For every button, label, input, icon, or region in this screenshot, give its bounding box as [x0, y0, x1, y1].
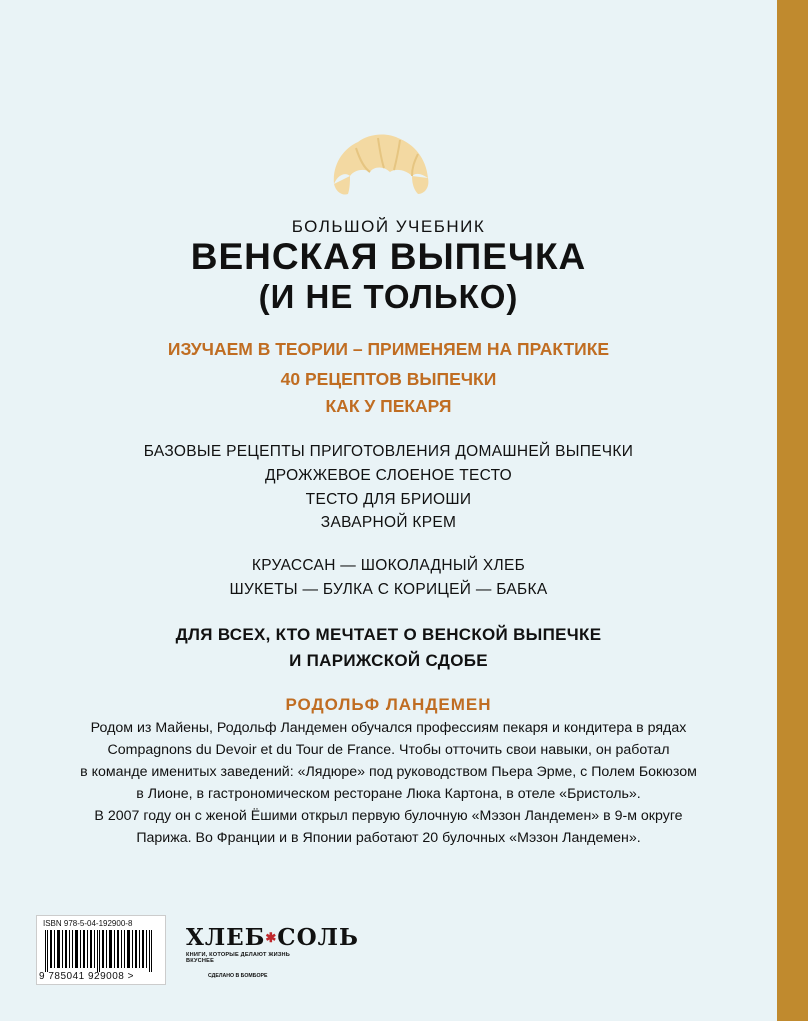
author-bio-line: Compagnons du Devoir et du Tour de France. Чтобы отточить свои навыки, он работал — [107, 742, 670, 758]
claim-line-1: ДЛЯ ВСЕХ, КТО МЕЧТАЕТ О ВЕНСКОЙ ВЫПЕЧКЕ — [175, 625, 602, 644]
product-item: КРУАССАН — ШОКОЛАДНЫЙ ХЛЕБ — [251, 557, 526, 574]
author-name: РОДОЛЬФ ЛАНДЕМЕН — [285, 695, 492, 714]
author-bio-line: В 2007 году он с женой Ёшими открыл первую булочную «Мэзон Ландемен» в 9-м округе — [94, 808, 683, 824]
book-title-line-2: (И НЕ ТОЛЬКО) — [258, 278, 519, 315]
barcode-bars — [43, 930, 159, 972]
claim-line-2: И ПАРИЖСКОЙ СДОБЕ — [289, 651, 488, 670]
publisher-made-in: СДЕЛАНО В БОМБОРЕ — [208, 973, 268, 979]
publisher-word-2: СОЛЬ — [277, 924, 359, 951]
author-bio-line: в Лионе, в гастрономическом ресторане Люка Картона, в отеле «Бристоль». — [136, 786, 641, 802]
tagline-3: КАК У ПЕКАРЯ — [325, 396, 452, 416]
publisher-logo — [186, 924, 359, 979]
tagline-2: 40 РЕЦЕПТОВ ВЫПЕЧКИ — [280, 369, 497, 389]
croissant-icon — [326, 126, 436, 200]
ean-number: 9 785041 929008 > — [39, 971, 134, 982]
star-icon: ✱ — [265, 931, 278, 946]
spine-strip — [777, 0, 808, 1021]
author-bio-line: Родом из Майены, Родольф Ландемен обучался профессиям пекаря и кондитера в рядах — [90, 720, 687, 736]
book-title-line-1: ВЕНСКАЯ ВЫПЕЧКА — [190, 236, 587, 277]
topic-item: ДРОЖЖЕВОЕ СЛОЕНОЕ ТЕСТО — [264, 467, 513, 484]
book-kicker: БОЛЬШОЙ УЧЕБНИК — [291, 217, 486, 236]
publisher-word-1: ХЛЕБ — [186, 924, 266, 951]
author-bio-line: в команде именитых заведений: «Лядюре» под руководством Пьера Эрме, с Полем Бокюзом — [80, 764, 697, 780]
topic-item: БАЗОВЫЕ РЕЦЕПТЫ ПРИГОТОВЛЕНИЯ ДОМАШНЕЙ ВЫПЕЧКИ — [143, 443, 634, 460]
topic-item: ТЕСТО ДЛЯ БРИОШИ — [305, 491, 472, 508]
product-item: ШУКЕТЫ — БУЛКА С КОРИЦЕЙ — БАБКА — [229, 581, 548, 598]
publisher-tagline: КНИГИ, КОТОРЫЕ ДЕЛАЮТ ЖИЗНЬ ВКУСНЕЕ — [186, 952, 290, 964]
topic-item: ЗАВАРНОЙ КРЕМ — [320, 514, 457, 531]
barcode — [36, 915, 166, 985]
tagline-1: ИЗУЧАЕМ В ТЕОРИИ – ПРИМЕНЯЕМ НА ПРАКТИКЕ — [167, 339, 610, 359]
publisher-wordmark — [186, 924, 359, 951]
author-bio-line: Парижа. Во Франции и в Японии работают 20 булочных «Мэзон Ландемен». — [136, 830, 641, 846]
isbn-text: ISBN 978-5-04-192900-8 — [43, 919, 133, 928]
